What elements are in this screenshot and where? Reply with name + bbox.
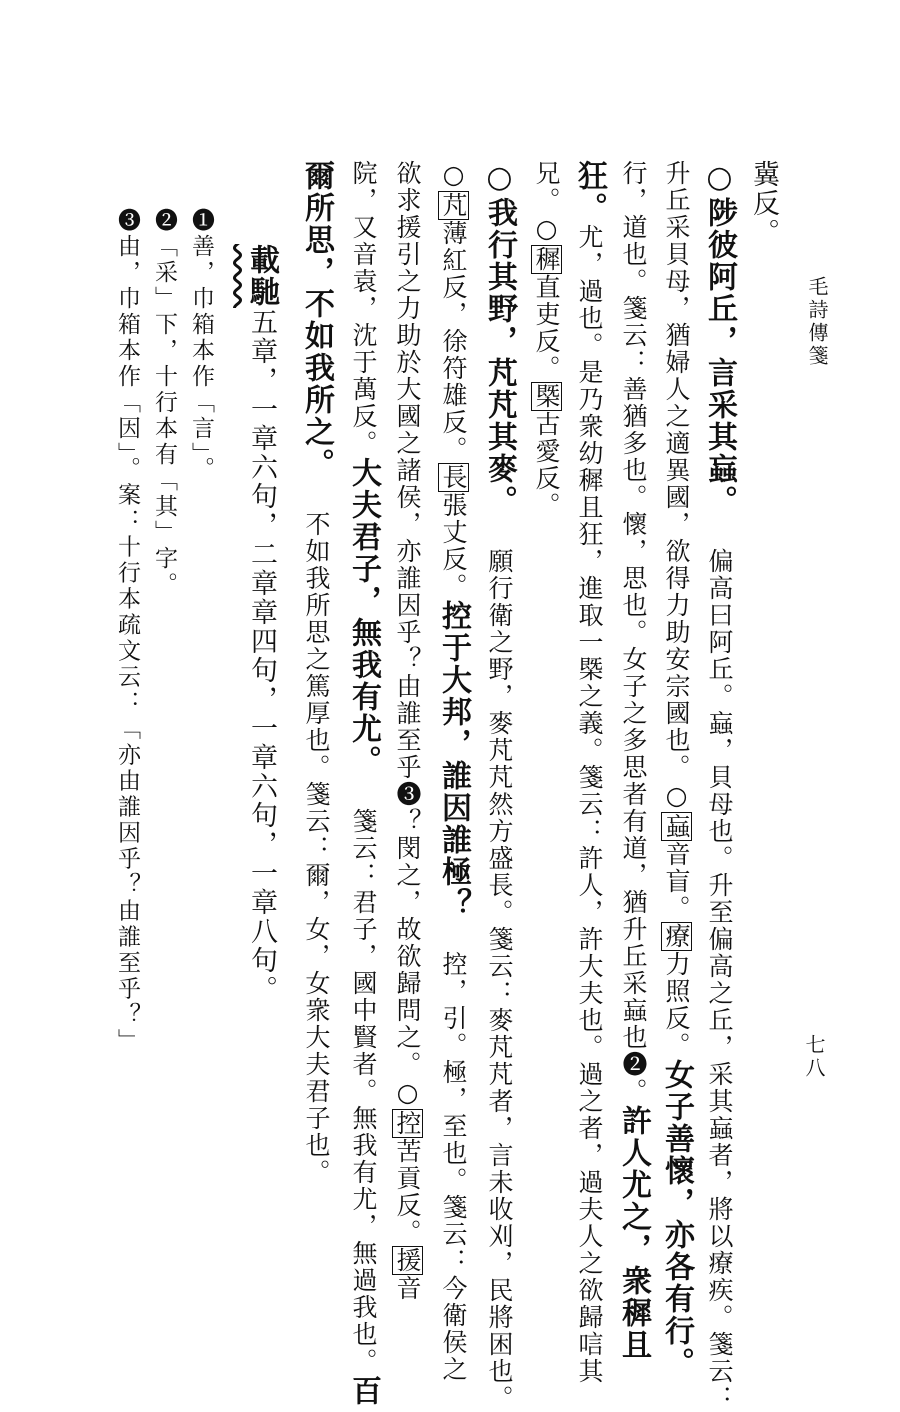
phonetic: 音 xyxy=(393,1275,422,1302)
text-column-8 xyxy=(432,160,474,1383)
boxed-char: 芃 xyxy=(439,192,468,219)
chapter-count: 五章，一章六句，二章章四句，一章六句，一章八句。 xyxy=(246,308,277,1004)
text-column-4 xyxy=(612,160,654,1361)
verse-line: 大夫君子，無我有尤。 xyxy=(346,457,381,777)
verse-line: ○我行其野，芃芃其麥。 xyxy=(482,160,517,517)
verse-line: 女子善懷，亦各有行。 xyxy=(659,1059,694,1379)
footnote-text: ❶善，巾箱本作「言」。 xyxy=(188,208,214,483)
text-column-11 xyxy=(295,160,337,1186)
commentary: 欲求援引之力助於大國之諸侯，亦誰因乎？由誰至乎❸？閔之，故欲歸問之。○ xyxy=(393,160,422,1109)
commentary: 願行衛之野，麥芃芃然方盛長。箋云：麥芃芃者，言未收刈，民將困也。 xyxy=(485,517,514,1412)
chapter-summary xyxy=(240,244,282,1004)
text-column-7 xyxy=(478,160,520,1412)
phonetic: 直吏反。 xyxy=(532,274,561,382)
commentary: 兄。○ xyxy=(532,160,561,245)
footnote-2 xyxy=(143,208,185,598)
text-column-3 xyxy=(655,160,697,1379)
commentary: 不如我所思之篤厚也。箋云：爾，女，女衆大夫君子也。 xyxy=(302,480,331,1186)
verse-line: 許人尤之，衆穉且 xyxy=(616,1105,651,1361)
commentary: 箋云：君子，國中賢者。無我有尤，無過我也。 xyxy=(349,777,378,1375)
phonetic: 苦貢反。 xyxy=(393,1138,422,1246)
verse-line: ○陟彼阿丘，言采其蝱。 xyxy=(702,160,737,517)
commentary: ○ xyxy=(439,160,468,191)
commentary: 控，引。極，至也。箋云：今衛侯之 xyxy=(439,920,468,1383)
verse-line: 控于大邦，誰因誰極？ xyxy=(436,600,471,920)
poem-title: 載馳 xyxy=(244,244,279,308)
text-column-10 xyxy=(342,160,384,1407)
phonetic: 力照反。 xyxy=(662,951,691,1059)
boxed-char: 蝱 xyxy=(662,813,691,840)
verse-line: 狂。 xyxy=(572,160,607,224)
text-column-6 xyxy=(525,160,567,519)
text-column-1 xyxy=(742,160,784,247)
commentary: 偏高曰阿丘。蝱，貝母也。升至偏高之丘，采其蝱者，將以療疾。箋云： xyxy=(705,517,734,1412)
book-title: 毛詩傳箋 xyxy=(805,276,829,368)
text-column-2 xyxy=(698,160,740,1412)
boxed-char: 長 xyxy=(439,464,468,491)
boxed-char: 控 xyxy=(393,1110,422,1137)
phonetic: 薄紅反，徐符雄反。 xyxy=(439,220,468,463)
page-number: 七八 xyxy=(802,1034,826,1080)
commentary: 院，又音袁，沈于萬反。 xyxy=(349,160,378,457)
verse-line: 爾所思，不如我所之。 xyxy=(299,160,334,480)
text-column-9 xyxy=(386,160,428,1302)
boxed-char: 療 xyxy=(662,923,691,950)
footnote-text: ❸由，巾箱本作「因」。案：十行本疏文云：「亦由誰因乎？由誰至乎？」 xyxy=(114,208,140,1055)
phonetic: 張丈反。 xyxy=(439,492,468,600)
phonetic: 古愛反。 xyxy=(532,411,561,519)
boxed-char: 援 xyxy=(393,1247,422,1274)
verse-line: 百 xyxy=(346,1375,381,1407)
commentary: 升丘采貝母，猶婦人之適異國，欲得力助安宗國也。○ xyxy=(662,160,691,812)
footnote-text: ❷「采」下，十行本有「其」字。 xyxy=(151,208,177,598)
footnote-3 xyxy=(106,208,148,1055)
commentary: 尤，過也。是乃衆幼穉且狂，進取一槩之義。箋云：許人，許大夫也。過之者，過夫人之欲歸唁其 xyxy=(575,224,604,1385)
text-run: 冀反。 xyxy=(748,160,779,247)
text-column-5 xyxy=(568,160,610,1385)
boxed-char: 槩 xyxy=(532,383,561,410)
footnote-1 xyxy=(180,208,222,483)
boxed-char: 穉 xyxy=(532,246,561,273)
phonetic: 音盲。 xyxy=(662,841,691,922)
commentary: 行，道也。箋云：善猶多也。懷，思也。女子之多思者有道，猶升丘采蝱也❷。 xyxy=(619,160,648,1105)
